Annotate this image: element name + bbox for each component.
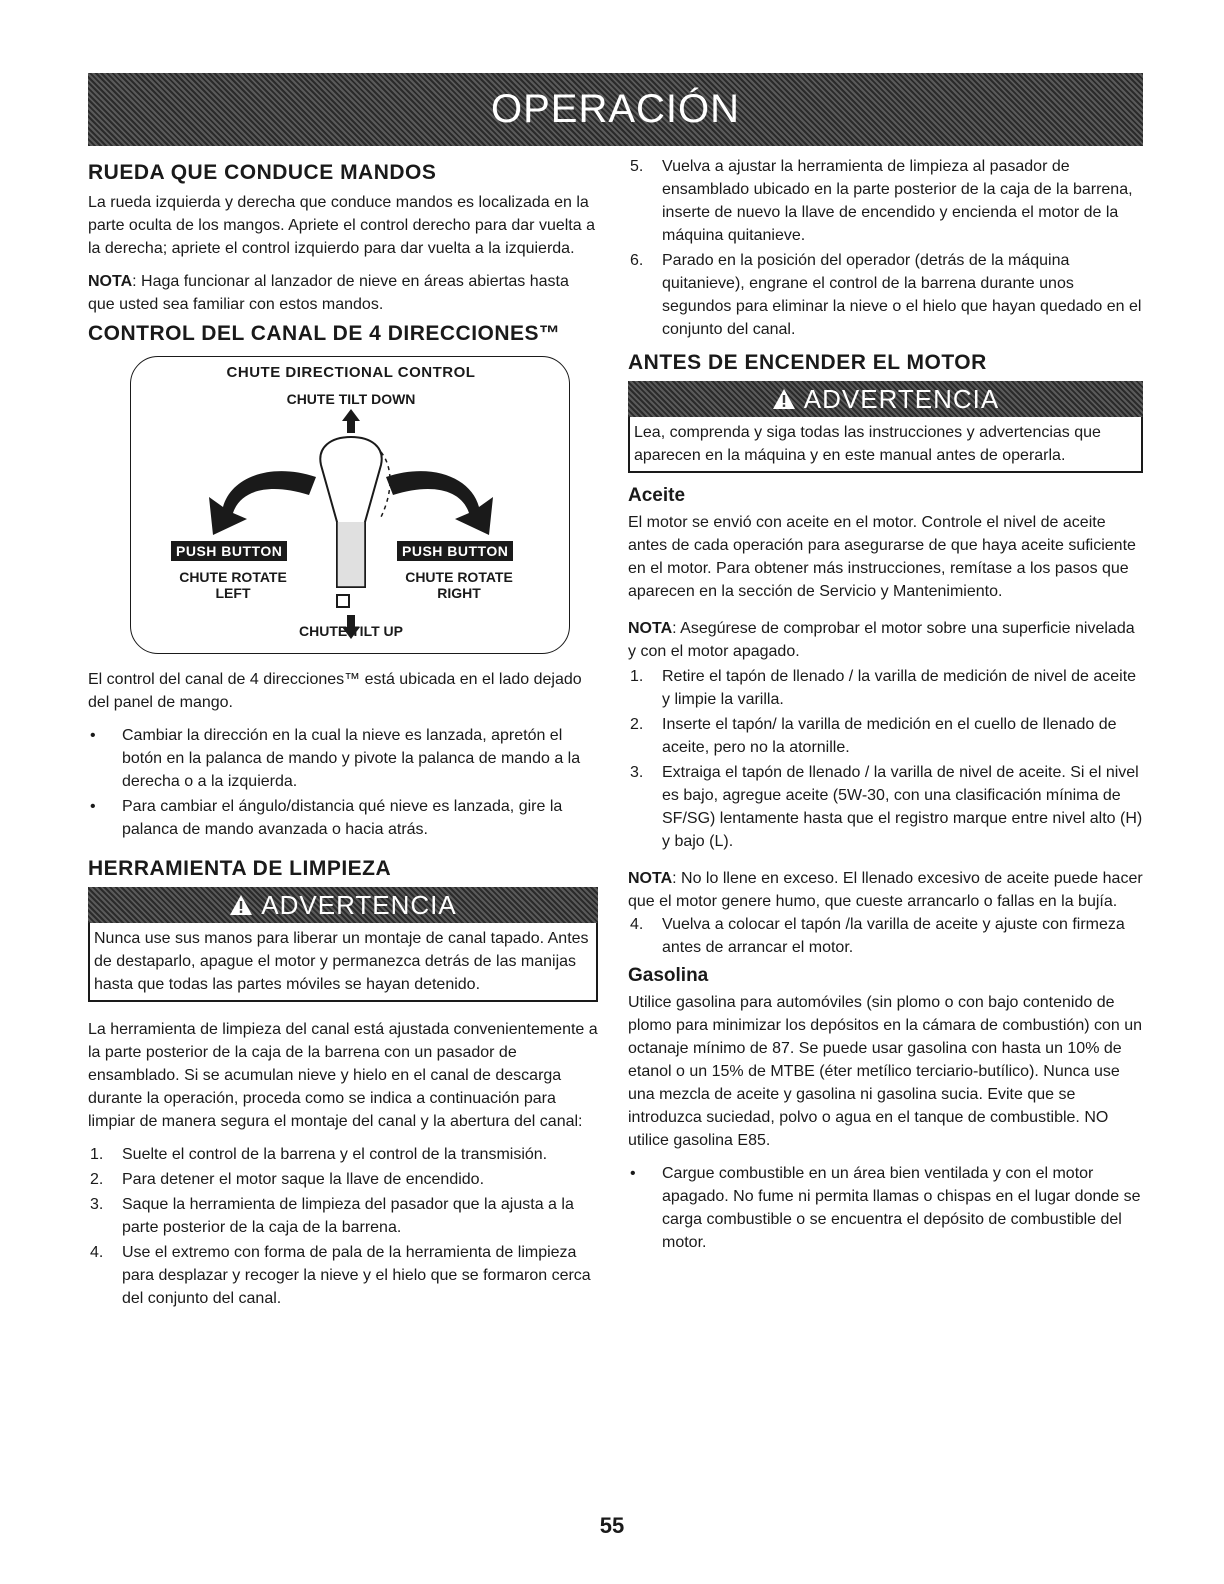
- warning-text: Nunca use sus manos para liberar un montaje de canal tapado. Antes de destaparlo, apague el motor y permanezca detrás de las manijas hasta que todas las partes móviles se hayan detenido.: [94, 930, 589, 993]
- list-number: 3.: [90, 1196, 104, 1213]
- right-column: [628, 155, 1143, 1264]
- note-label: NOTA: [628, 870, 673, 887]
- chute-tilt-down-label: CHUTE TILT DOWN: [286, 391, 416, 407]
- bullet-marker: •: [90, 798, 96, 815]
- section-title: CONTROL DEL CANAL DE 4 DIRECCIONES™: [88, 322, 561, 345]
- section-title: ANTES DE ENCENDER EL MOTOR: [628, 351, 987, 374]
- list-number: 4.: [630, 916, 644, 933]
- numbered-list: [628, 913, 1143, 959]
- note-text: : Asegúrese de comprobar el motor sobre una superficie nivelada y con el motor apagado.: [628, 620, 1135, 660]
- list-item: [628, 913, 1143, 959]
- warning-triangle-icon: [229, 894, 253, 916]
- subsection-title: Gasolina: [628, 965, 709, 986]
- list-item: [628, 713, 1143, 759]
- chute-rotate-left-label: CHUTE ROTATE LEFT: [179, 569, 287, 601]
- list-item-text: Cargue combustible en un área bien ventilada y con el motor apagado. No fume ni permita llamas o chispas en el lugar donde se carga combustible o se encuentra el depósito de combustible del motor.: [662, 1165, 1141, 1251]
- bullet-marker: •: [90, 727, 96, 744]
- list-item-text: Cambiar la dirección en la cual la nieve es lanzada, apretón el botón en la palanca de mando y pivote la palanca de mando a la derecha o a la izquierda.: [122, 727, 581, 790]
- list-number: 2.: [630, 716, 644, 733]
- list-item: [628, 665, 1143, 711]
- list-item: [88, 1241, 598, 1310]
- list-item-text: Saque la herramienta de limpieza del pasador que la ajusta a la parte posterior de la caja de la barrena.: [122, 1196, 574, 1236]
- section-title: HERRAMIENTA DE LIMPIEZA: [88, 857, 392, 880]
- note-label: NOTA: [628, 620, 673, 637]
- note: [628, 867, 1143, 913]
- paragraph: La rueda izquierda y derecha que conduce mandos es localizada en la parte oculta de los mangos. Apriete el control derecho para dar vuelta a la derecha; apriete el control izquierdo para dar vuelta a la izquierda.: [88, 194, 595, 257]
- list-number: 1.: [90, 1146, 104, 1163]
- bullet-list: [628, 1162, 1143, 1254]
- note-text: : No lo llene en exceso. El llenado excesivo de aceite puede hacer que el motor genere humo, que cueste arrancarlo o fallas en la bujía.: [628, 870, 1143, 910]
- list-item: [628, 155, 1143, 247]
- list-number: 4.: [90, 1244, 104, 1261]
- list-item-text: Vuelva a ajustar la herramienta de limpieza al pasador de ensamblado ubicado en la parte posterior de la caja de la barrena, inserte de nuevo la llave de encendido y encienda el motor de la máquina quitanieve.: [662, 158, 1133, 244]
- list-number: 3.: [630, 764, 644, 781]
- paragraph: El control del canal de 4 direcciones™ está ubicada en el lado dejado del panel de mango.: [88, 671, 582, 711]
- list-item-text: Inserte el tapón/ la varilla de medición en el cuello de llenado de aceite, pero no la atornille.: [662, 716, 1117, 756]
- left-column: [88, 155, 598, 1320]
- list-item-text: Vuelva a colocar el tapón /la varilla de aceite y ajuste con firmeza antes de arrancar el motor.: [662, 916, 1125, 956]
- list-item: [88, 1143, 598, 1166]
- warning-title: ADVERTENCIA: [261, 889, 457, 920]
- list-number: 5.: [630, 158, 644, 175]
- banner-title: OPERACIÓN: [490, 87, 741, 131]
- note-label: NOTA: [88, 273, 133, 290]
- chute-tilt-up-label: CHUTE TILT UP: [299, 623, 403, 639]
- warning-header: [628, 381, 1143, 417]
- numbered-list: [88, 1143, 598, 1310]
- chute-control-diagram: [130, 356, 570, 654]
- bullet-marker: •: [630, 1165, 636, 1182]
- warning-text: Lea, comprenda y siga todas las instrucciones y advertencias que aparecen en la máquina y en este manual antes de operarla.: [634, 424, 1101, 464]
- paragraph: La herramienta de limpieza del canal está ajustada convenientemente a la parte posterior de la caja de la barrena con un pasador de ensamblado. Si se acumulan nieve y hielo en el canal de descarga durante la operación, proceda como se indica a continuación para limpiar de manera segura el montaje del canal y la abertura del canal:: [88, 1021, 598, 1130]
- page-number: 55: [599, 1513, 625, 1538]
- list-item: [88, 795, 598, 841]
- list-item: [628, 1162, 1143, 1254]
- list-item: [628, 761, 1143, 853]
- warning-title: ADVERTENCIA: [803, 383, 1000, 414]
- paragraph: El motor se envió con aceite en el motor. Controle el nivel de aceite antes de cada operación para asegurarse de que haya aceite suficiente en el motor. Para obtener más instrucciones, remítase a los pasos que aparecen en la sección de Servicio y Mantenimiento.: [628, 514, 1136, 600]
- paragraph: Utilice gasolina para automóviles (sin plomo o con bajo contenido de plomo para minimizar los depósitos en la cámara de combustión) con un octanaje mínimo de 87. Se puede usar gasolina con hasta un 10% de etanol o un 15% de MTBE (éter metílico terciario-butílico). Nunca use una mezcla de aceite y gasolina ni gasolina sucia. Evite que se introduzca suciedad, polvo o agua en el tanque de combustible. NO utilice gasolina E85.: [628, 994, 1143, 1149]
- list-number: 1.: [630, 668, 644, 685]
- list-item-text: Para detener el motor saque la llave de encendido.: [122, 1171, 485, 1188]
- list-item-text: Extraiga el tapón de llenado / la varilla de nivel de aceite. Si el nivel es bajo, agregue aceite (5W-30, con una clasificación mínima de SF/SG) lentamente hasta que el registro marque entre nivel alto (H) y bajo (L).: [662, 764, 1143, 850]
- list-item: [88, 724, 598, 793]
- warning-header: [88, 887, 598, 923]
- bullet-list: [88, 724, 598, 841]
- list-item: [88, 1193, 598, 1239]
- header-banner: [88, 73, 1143, 146]
- list-item: [88, 1168, 598, 1191]
- note: [628, 617, 1143, 663]
- push-button-left-label: PUSH BUTTON: [171, 541, 287, 561]
- section-title: RUEDA QUE CONDUCE MANDOS: [88, 161, 437, 184]
- list-item-text: Parado en la posición del operador (detrás de la máquina quitanieve), engrane el control de la barrena durante unos segundos para eliminar la nieve o el hielo que hayan quedado en el conjunto del canal.: [662, 252, 1142, 338]
- push-button-right-label: PUSH BUTTON: [397, 541, 513, 561]
- warning-box: [88, 887, 598, 1002]
- list-item-text: Use el extremo con forma de pala de la herramienta de limpieza para desplazar y recoger la nieve y el hielo que se formaron cerca del conjunto del canal.: [122, 1244, 591, 1307]
- warning-triangle-icon: [772, 388, 796, 410]
- subsection-title: Aceite: [628, 485, 686, 506]
- list-item-text: Suelte el control de la barrena y el control de la transmisión.: [122, 1146, 548, 1163]
- note-text: : Haga funcionar al lanzador de nieve en áreas abiertas hasta que usted sea familiar con estos mandos.: [88, 273, 569, 313]
- list-item-text: Retire el tapón de llenado / la varilla de medición de nivel de aceite y limpie la varilla.: [662, 668, 1137, 708]
- chute-rotate-right-label: CHUTE ROTATE RIGHT: [405, 569, 513, 601]
- note: [88, 270, 598, 316]
- numbered-list: [628, 665, 1143, 853]
- diagram-title: CHUTE DIRECTIONAL CONTROL: [226, 364, 476, 381]
- list-number: 6.: [630, 252, 644, 269]
- list-number: 2.: [90, 1171, 104, 1188]
- list-item: [628, 249, 1143, 341]
- numbered-list: [628, 155, 1143, 341]
- warning-box: [628, 381, 1143, 473]
- list-item-text: Para cambiar el ángulo/distancia qué nieve es lanzada, gire la palanca de mando avanzada o hacia atrás.: [122, 798, 563, 838]
